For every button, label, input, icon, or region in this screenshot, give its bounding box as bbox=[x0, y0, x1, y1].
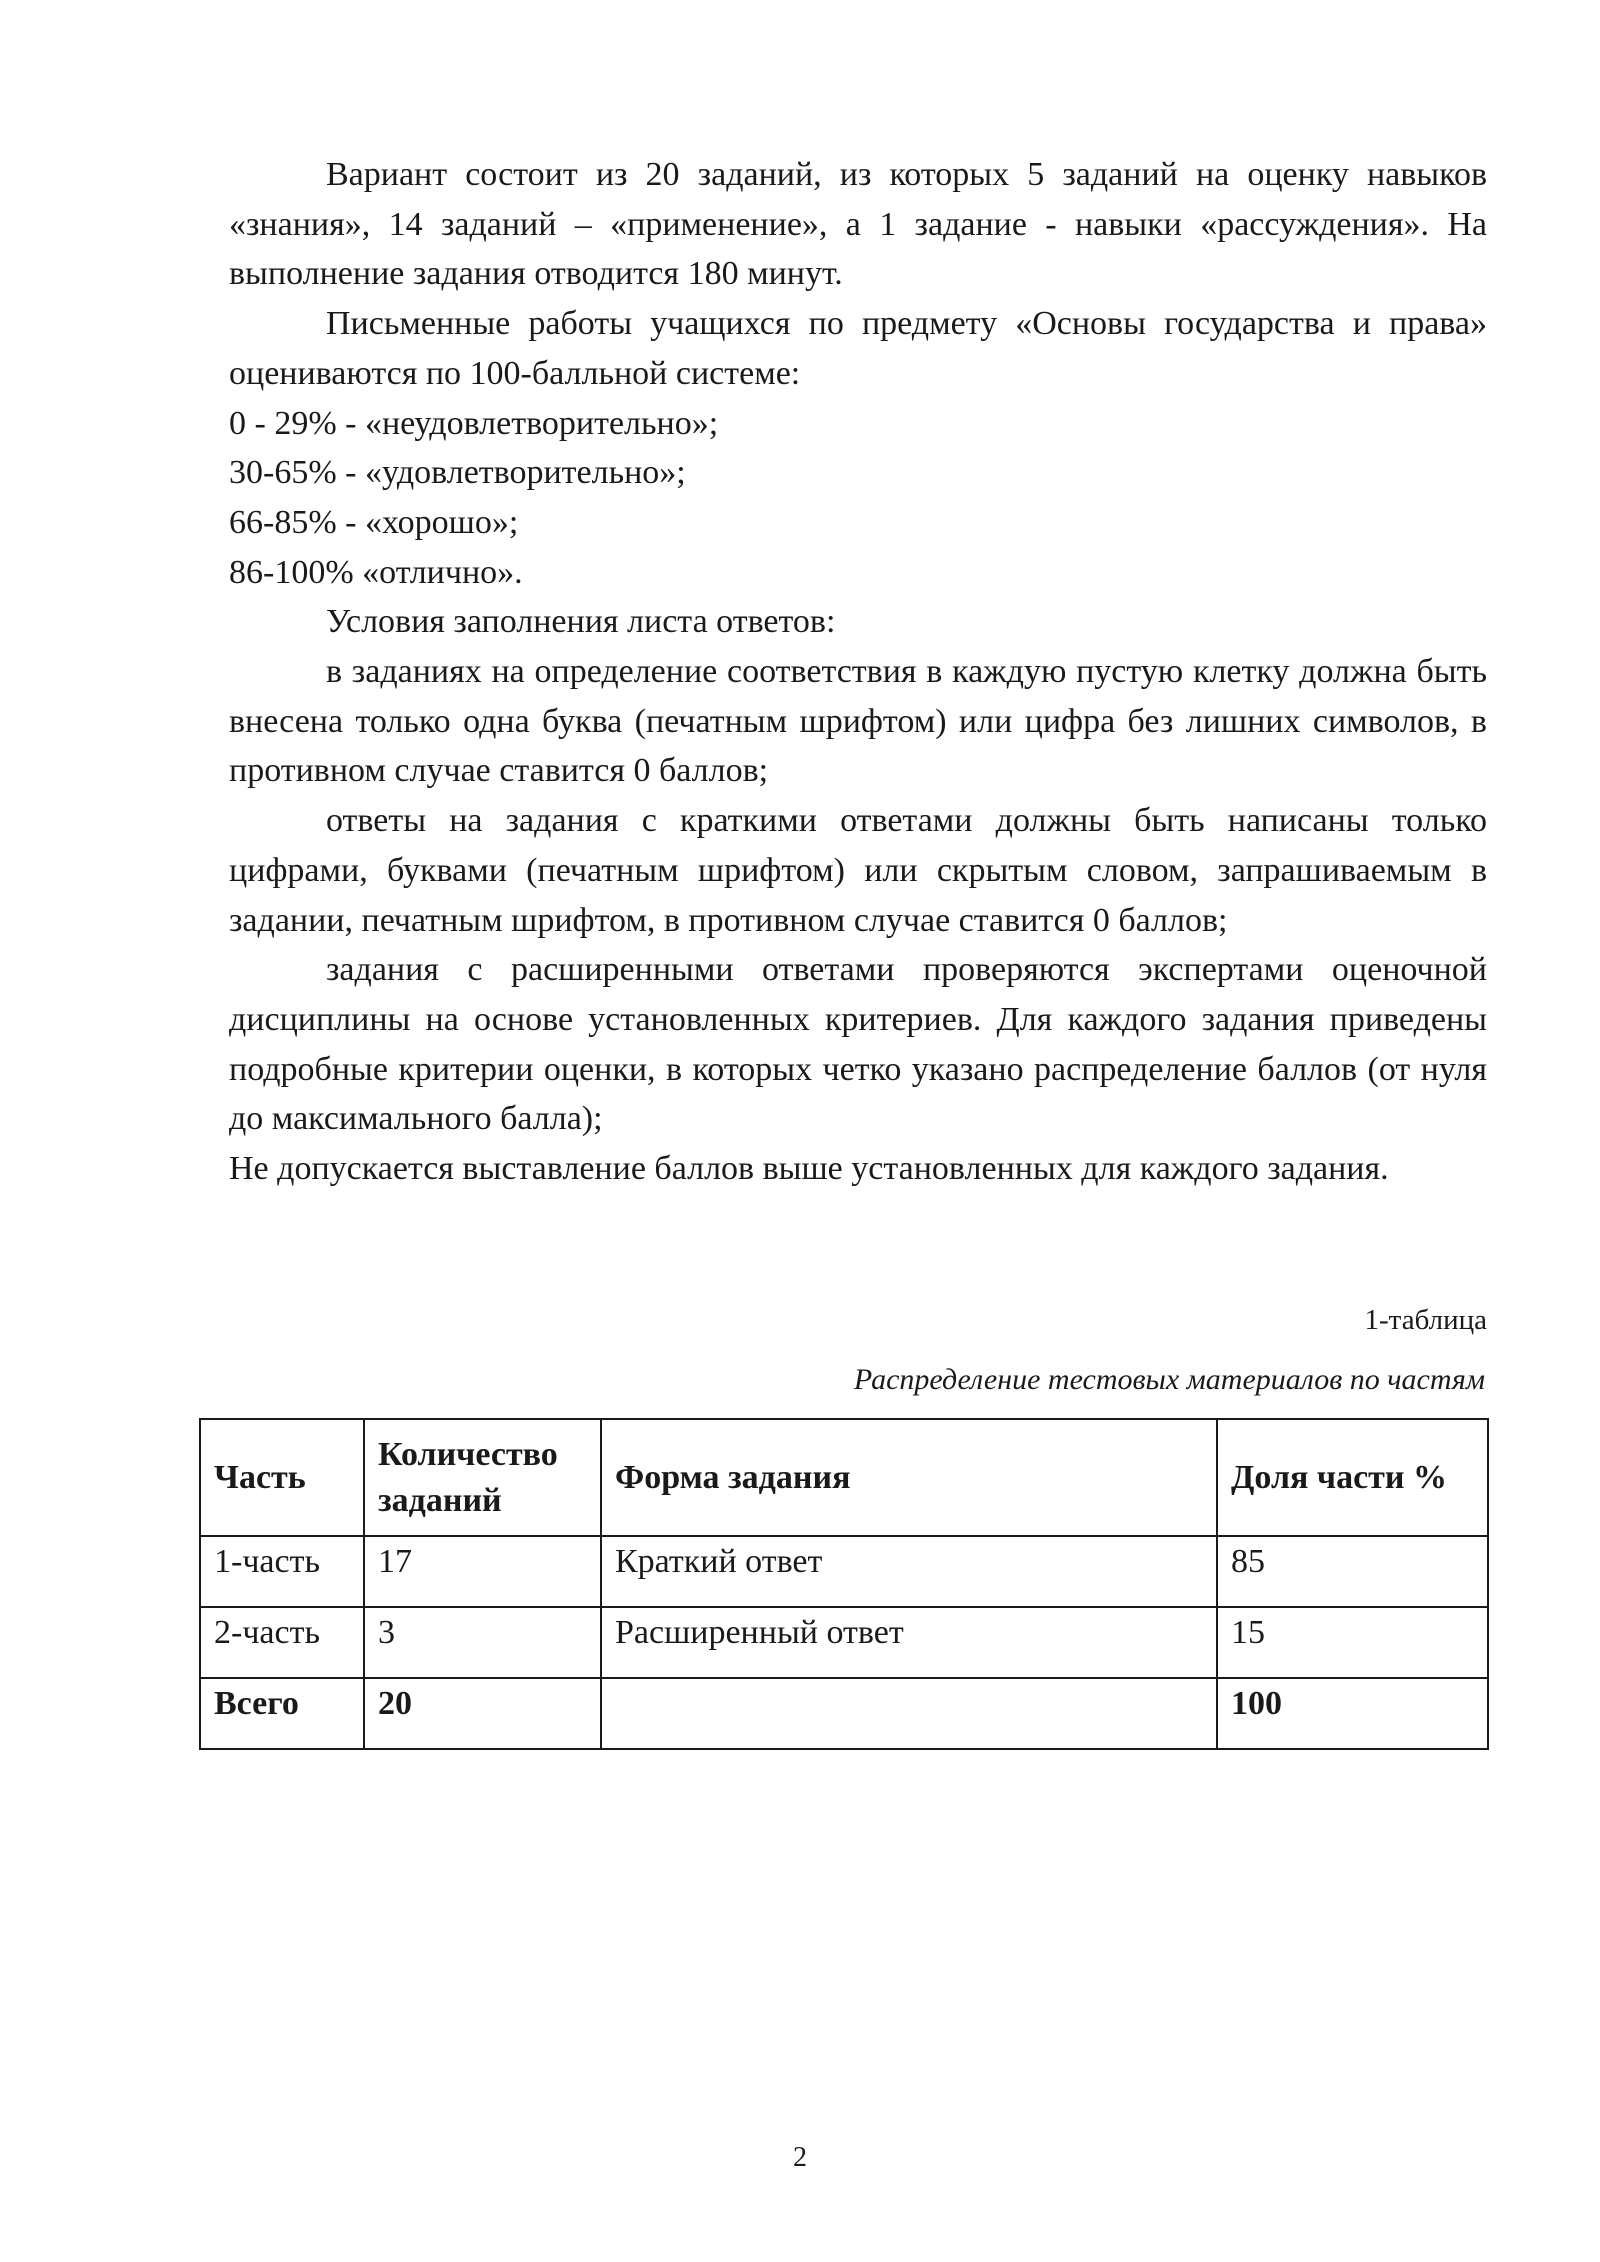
table-cell: Расширенный ответ bbox=[601, 1607, 1217, 1678]
grade-line: 66-85% - «хорошо»; bbox=[229, 503, 519, 541]
table-cell: Краткий ответ bbox=[601, 1536, 1217, 1607]
table-total-row bbox=[200, 1678, 1488, 1749]
table-row bbox=[200, 1607, 1488, 1678]
table-cell: 100 bbox=[1217, 1678, 1488, 1749]
body-text bbox=[229, 150, 1487, 1194]
table-header-row bbox=[200, 1419, 1488, 1536]
grade-line: 30-65% - «удовлетворительно»; bbox=[229, 454, 686, 492]
table-cell: 17 bbox=[364, 1536, 601, 1607]
table-cell: Всего bbox=[200, 1678, 364, 1749]
paragraph: в заданиях на определение соответствия в каждую пустую клетку должна быть внесена только одна буква (печатным шрифтом) или цифра без лишних символов, в противном случае ставится 0 баллов; bbox=[229, 653, 1487, 790]
paragraph: Вариант состоит из 20 заданий, из которых 5 заданий на оценку навыков «знания», 14 заданий – «применение», а 1 задание - навыки «рассуждения». На выполнение задания отводится 180 минут. bbox=[229, 156, 1487, 293]
paragraph: ответы на задания с краткими ответами должны быть написаны только цифрами, буквами (печатным шрифтом) или скрытым словом, запрашиваемым в задании, печатным шрифтом, в противном случае ставится 0 баллов; bbox=[229, 802, 1487, 939]
table-cell: 1-часть bbox=[200, 1536, 364, 1607]
header-cell: Доля части % bbox=[1217, 1419, 1488, 1536]
table-cell bbox=[601, 1678, 1217, 1749]
table-number: 1-таблица bbox=[1364, 1304, 1487, 1336]
table-cell: 3 bbox=[364, 1607, 601, 1678]
paragraph: Условия заполнения листа ответов: bbox=[326, 603, 836, 641]
header-cell: Количество заданий bbox=[364, 1419, 601, 1536]
table-cell: 15 bbox=[1217, 1607, 1488, 1678]
paragraph: Не допускается выставление баллов выше установленных для каждого задания. bbox=[229, 1150, 1389, 1188]
page-number: 2 bbox=[793, 2142, 807, 2173]
paragraph: задания с расширенными ответами проверяются экспертами оценочной дисциплины на основе установленных критериев. Для каждого задания приведены подробные критерии оценки, в которых четко указано распределение баллов (от нуля до максимального балла); bbox=[229, 951, 1487, 1138]
table-caption: Распределение тестовых материалов по частям bbox=[853, 1363, 1485, 1396]
header-cell: Часть bbox=[200, 1419, 364, 1536]
table-row bbox=[200, 1536, 1488, 1607]
paragraph: Письменные работы учащихся по предмету «Основы государства и права» оцениваются по 100-балльной системе: bbox=[229, 305, 1487, 392]
grade-line: 0 - 29% - «неудовлетворительно»; bbox=[229, 404, 719, 442]
table-cell: 85 bbox=[1217, 1536, 1488, 1607]
table-cell: 20 bbox=[364, 1678, 601, 1749]
grade-line: 86-100% «отлично». bbox=[229, 553, 523, 591]
header-cell: Форма задания bbox=[601, 1419, 1217, 1536]
distribution-table bbox=[199, 1418, 1489, 1750]
table-cell: 2-часть bbox=[200, 1607, 364, 1678]
